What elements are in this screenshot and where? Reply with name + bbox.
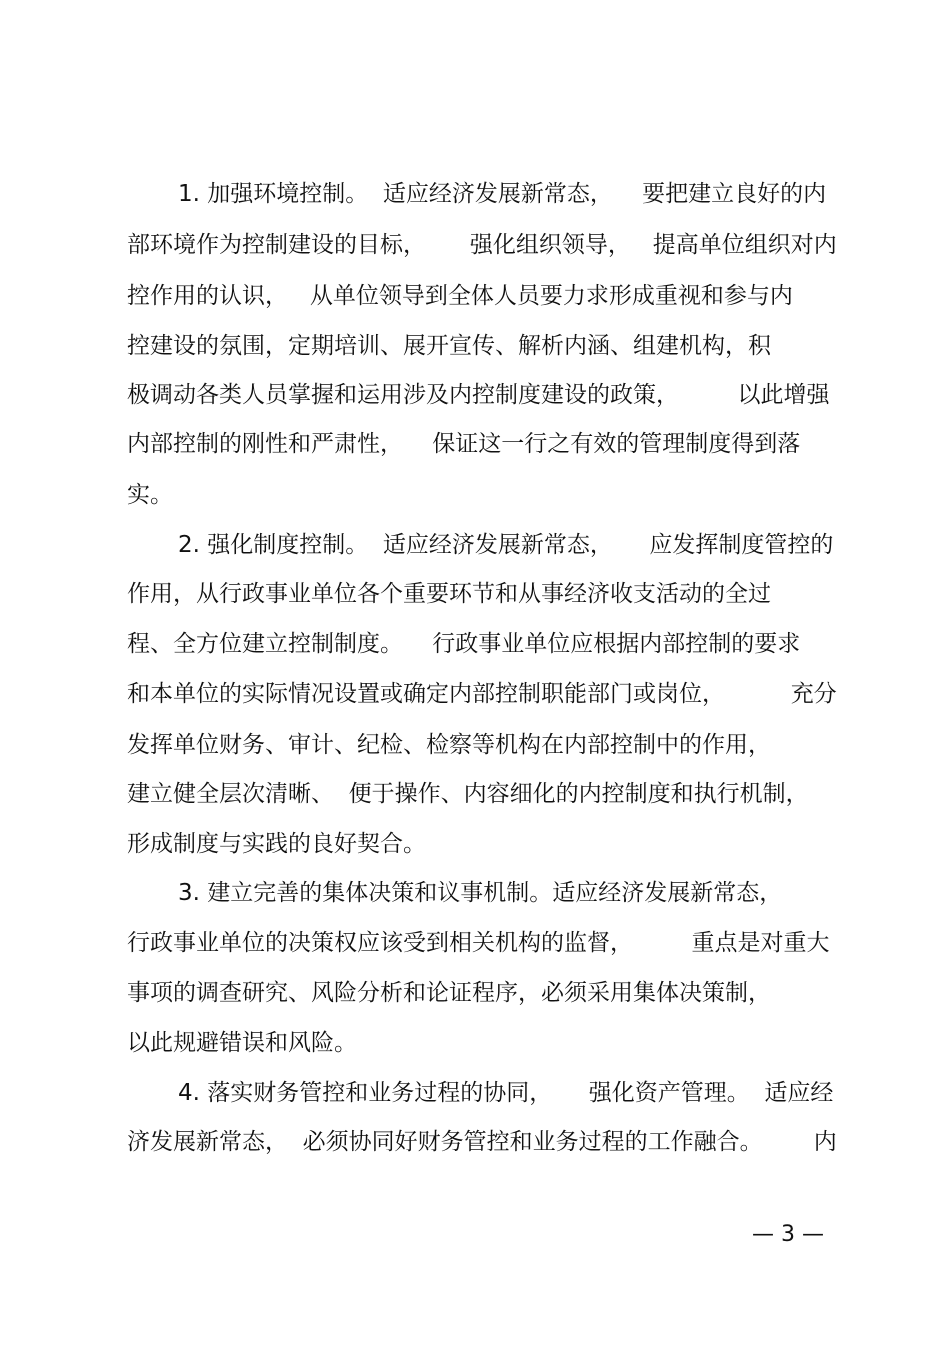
paragraph-3-line-3: 事项的调查研究、风险分析和论证程序，必须采用集体决策制， <box>127 980 771 1006</box>
paragraph-2-line-7: 形成制度与实践的良好契合。 <box>127 831 426 857</box>
paragraph-1-line-5: 极调动各类人员掌握和运用涉及内控制度建设的政策， 以此增强 <box>127 382 830 408</box>
paragraph-2-line-5: 发挥单位财务、审计、纪检、检察等机构在内部控制中的作用， <box>127 732 771 758</box>
paragraph-1-line-4: 控建设的氛围，定期培训、展开宣传、解析内涵、组建机构，积 <box>127 333 771 359</box>
paragraph-1-line-3: 控作用的认识， 从单位领导到全体人员要力求形成重视和参与内 <box>127 283 793 309</box>
paragraph-1-line-1: 1. 加强环境控制。 适应经济发展新常态， 要把建立良好的内 <box>178 181 827 207</box>
paragraph-3-line-2: 行政事业单位的决策权应该受到相关机构的监督， 重点是对重大 <box>127 930 830 956</box>
paragraph-2-line-4: 和本单位的实际情况设置或确定内部控制职能部门或岗位， 充分 <box>127 681 837 707</box>
paragraph-1-line-6: 内部控制的刚性和严肃性， 保证这一行之有效的管理制度得到落 <box>127 431 801 457</box>
paragraph-3-line-4: 以此规避错误和风险。 <box>127 1030 357 1056</box>
paragraph-2-line-1: 2. 强化制度控制。 适应经济发展新常态， 应发挥制度管控的 <box>178 532 834 558</box>
paragraph-2-line-2: 作用，从行政事业单位各个重要环节和从事经济收支活动的全过 <box>127 581 771 607</box>
paragraph-4-line-1: 4. 落实财务管控和业务过程的协同， 强化资产管理。 适应经 <box>178 1080 834 1106</box>
paragraph-1-line-7: 实。 <box>127 482 173 508</box>
page-number: — 3 — <box>752 1222 824 1247</box>
paragraph-3-line-1: 3. 建立完善的集体决策和议事机制。适应经济发展新常态， <box>178 880 783 906</box>
paragraph-1-line-2: 部环境作为控制建设的目标， 强化组织领导， 提高单位组织对内 <box>127 232 837 258</box>
paragraph-2-line-6: 建立健全层次清晰、 便于操作、内容细化的内控制度和执行机制， <box>127 781 809 807</box>
paragraph-2-line-3: 程、全方位建立控制制度。 行政事业单位应根据内部控制的要求 <box>127 631 801 657</box>
paragraph-4-line-2: 济发展新常态， 必须协同好财务管控和业务过程的工作融合。 内 <box>127 1129 837 1155</box>
